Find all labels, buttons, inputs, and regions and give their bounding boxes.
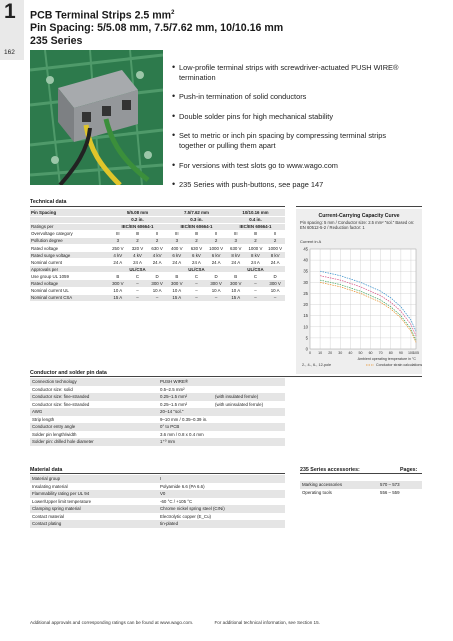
table-cell [30, 216, 108, 223]
table-cell: 2 [246, 237, 266, 244]
data-row [30, 438, 285, 446]
data-row [300, 481, 422, 489]
legend-ul: Conductor strain calculations [376, 363, 422, 367]
y-tick-label: 40 [303, 257, 308, 263]
data-value: 556 – 559 [380, 489, 400, 495]
section-rule [30, 206, 285, 207]
table-cell: 320 V [128, 244, 148, 251]
feature-item: • 235 Series with push-buttons, see page 147 [172, 180, 412, 190]
table-cell: 2 [187, 237, 207, 244]
table-cell: Rated surge voltage [30, 252, 108, 259]
data-label: Contact plating [32, 521, 62, 526]
table-cell: 1000 V [206, 244, 226, 251]
x-tick-label: 30 [338, 351, 343, 355]
table-cell: – [246, 294, 266, 301]
data-label: AWG [32, 409, 43, 414]
data-row [30, 416, 285, 424]
table-row [30, 266, 285, 273]
table-cell: 10 A [206, 287, 226, 294]
data-label: Conductor size: solid [32, 386, 73, 392]
table-cell: D [206, 273, 226, 280]
table-cell: 3 [167, 237, 187, 244]
data-row [30, 378, 285, 386]
table-row [30, 273, 285, 280]
data-label: Strip length [32, 416, 55, 422]
feature-item: • Low-profile terminal strips with screwdriver-actuated PUSH WIRE® termination [172, 63, 412, 82]
table-cell: 10 A [226, 287, 246, 294]
table-cell: Use group UL 1059 [30, 273, 108, 280]
data-value: PUSH WIRE® [160, 379, 189, 384]
conductor-data-label: Conductor and solder pin data [30, 370, 107, 376]
table-cell: 7.5/7.62 mm [167, 209, 226, 216]
table-cell: Pin Spacing [30, 209, 108, 216]
feature-list [172, 63, 412, 200]
data-row [30, 520, 285, 528]
data-label: Flammability rating per UL 94 [32, 491, 90, 496]
x-tick-label: 50 [358, 351, 363, 355]
table-cell: C [187, 273, 207, 280]
data-value: Electrolytic copper (E_Cu) [160, 513, 211, 519]
table-cell: II [265, 230, 285, 237]
section-rule [30, 376, 422, 377]
data-value: 570 – 573 [380, 482, 400, 487]
current-capacity-chart [296, 209, 422, 374]
table-cell: Approvals per [30, 266, 108, 273]
table-cell: 8 kV [265, 252, 285, 259]
page-number: 162 [4, 49, 15, 56]
table-cell: 24 A [128, 259, 148, 266]
table-cell: Nominal current [30, 259, 108, 266]
table-cell: 630 V [187, 244, 207, 251]
table-cell: Nominal current UL [30, 287, 108, 294]
table-cell: – [147, 294, 167, 301]
y-tick-label: 0 [305, 346, 308, 352]
table-cell: Nominal current CSA [30, 294, 108, 301]
technical-data-table [30, 209, 285, 302]
data-label: Solder pin: drilled hole diameter [32, 439, 94, 444]
title-superscript: 2 [171, 10, 175, 16]
x-tick-label: 105 [413, 351, 419, 355]
y-axis-label: Current in A [300, 239, 322, 244]
table-row [30, 223, 285, 230]
table-cell: 24 A [147, 259, 167, 266]
table-cell: B [108, 273, 128, 280]
table-cell: 24 A [206, 259, 226, 266]
footer-note-technical: For additional technical information, see Section 15. [214, 620, 320, 625]
x-axis-label: Ambient operating temperature in °C [357, 357, 416, 361]
feature-item: • Push-in termination of solid conductors [172, 92, 412, 102]
data-label: Material group [32, 476, 61, 481]
chart-subtitle: Pin spacing: 5 mm / Conductor size: 2.5 mm² "sol." Based on: EN 60512-5-2 / Reduction factor: 1 [300, 220, 415, 230]
title-line-2: Pin Spacing: 5/5.08 mm, 7.5/7.62 mm, 10/10.16 mm [30, 22, 284, 35]
table-row [30, 230, 285, 237]
data-row [300, 489, 422, 497]
table-cell: 400 V [167, 244, 187, 251]
technical-data-label: Technical data [30, 199, 67, 205]
y-tick-label: 25 [303, 290, 308, 296]
section-rule [296, 206, 422, 207]
conductor-data-list [30, 378, 285, 446]
x-tick-label: 100 [407, 351, 414, 355]
table-cell: 4 kV [128, 252, 148, 259]
section-rule [30, 473, 285, 474]
table-cell: 10 A [265, 287, 285, 294]
data-row [30, 386, 285, 394]
x-tick-label: 70 [378, 351, 383, 355]
title-line-3: 235 Series [30, 34, 83, 47]
table-header-row [30, 216, 285, 223]
table-cell: B [167, 273, 187, 280]
table-cell: – [246, 280, 266, 287]
table-cell: III [187, 230, 207, 237]
table-cell: 300 V [206, 280, 226, 287]
table-cell: 0.4 in. [226, 216, 285, 223]
x-tick-label: 40 [348, 351, 353, 355]
table-cell: 24 A [246, 259, 266, 266]
table-row [30, 244, 285, 251]
table-header-row [30, 209, 285, 216]
product-photo [30, 50, 163, 185]
table-cell: 8 kV [226, 252, 246, 259]
data-label: Insulating material [32, 483, 68, 489]
table-row [30, 252, 285, 259]
accessories-label: 235 Series accessories: [300, 467, 360, 473]
table-row [30, 294, 285, 301]
chapter-number: 1 [4, 0, 16, 23]
pages-label: Pages: [400, 467, 418, 473]
table-cell: IEC/EN 60664-1 [167, 223, 226, 230]
data-value: 1⁺⁰ mm [160, 439, 176, 444]
page-title [30, 7, 283, 47]
data-value: 0.5–2.5 mm² [160, 386, 185, 392]
table-cell: 300 V [226, 280, 246, 287]
table-cell: 300 V [167, 280, 187, 287]
data-row [30, 513, 285, 521]
table-cell: D [265, 273, 285, 280]
table-cell: 2 [206, 237, 226, 244]
material-data-list [30, 475, 285, 528]
table-row [30, 280, 285, 287]
data-value: 3.6 mm / 0.8 x 0.4 mm [160, 431, 204, 437]
x-tick-label: 20 [328, 351, 333, 355]
table-cell: 5/5.08 mm [108, 209, 167, 216]
product-photo-illustration [30, 50, 163, 185]
table-cell: 10/10.16 mm [226, 209, 285, 216]
data-row [30, 401, 285, 409]
table-cell: 6 kV [206, 252, 226, 259]
plot-area [310, 249, 416, 349]
table-cell: 630 V [226, 244, 246, 251]
table-cell: 15 A [108, 294, 128, 301]
table-cell: 15 A [167, 294, 187, 301]
table-cell: III [226, 230, 246, 237]
table-cell: B [226, 273, 246, 280]
data-note: (with insulated ferrule) [215, 394, 259, 399]
data-row [30, 490, 285, 498]
table-cell: 24 A [226, 259, 246, 266]
section-rule [300, 473, 422, 474]
table-cell: Rated voltage [30, 280, 108, 287]
accessories-list [300, 481, 422, 496]
table-cell: Rated voltage [30, 244, 108, 251]
table-cell: II [206, 230, 226, 237]
table-cell: 630 V [147, 244, 167, 251]
y-tick-label: 35 [303, 268, 308, 274]
data-value: tin-plated [160, 521, 179, 526]
data-value: 0.25–1.5 mm² [160, 401, 188, 407]
data-value: V0 [160, 491, 166, 496]
table-cell: UL/CSA [167, 266, 226, 273]
table-cell: 1000 V [265, 244, 285, 251]
title-line-1: PCB Terminal Strips 2.5 mm [30, 9, 172, 22]
data-value: 0.25–1.5 mm² [160, 394, 188, 399]
table-cell: UL/CSA [108, 266, 167, 273]
technical-data-rows [30, 223, 285, 301]
table-cell: – [187, 294, 207, 301]
data-value: -60 °C / +105 °C [160, 498, 193, 504]
table-cell: IEC/EN 60664-1 [226, 223, 285, 230]
data-label: Clamping spring material [32, 506, 81, 511]
footer [30, 620, 340, 625]
data-row [30, 431, 285, 439]
y-tick-label: 45 [303, 246, 308, 252]
feature-item: • Set to metric or inch pin spacing by compressing terminal strips together or pulling them apart [172, 131, 412, 150]
material-data-label: Material data [30, 467, 63, 473]
data-row [30, 505, 285, 513]
table-cell: III [128, 230, 148, 237]
y-tick-label: 30 [303, 279, 308, 285]
table-cell: III [167, 230, 187, 237]
y-tick-label: 15 [303, 313, 308, 319]
data-row [30, 483, 285, 491]
data-value: 9–10 mm / 0.35–0.39 in. [160, 416, 208, 422]
data-label: Conductor entry angle [32, 424, 76, 429]
table-cell: 300 V [108, 280, 128, 287]
data-label: Marking accessories [302, 482, 343, 487]
data-value: 0° to PCB [160, 424, 180, 429]
table-cell: 4 kV [147, 252, 167, 259]
table-cell: Overvoltage category [30, 230, 108, 237]
table-cell: 300 V [265, 280, 285, 287]
table-cell: II [147, 230, 167, 237]
table-cell: 8 kV [246, 252, 266, 259]
table-cell: 2 [128, 237, 148, 244]
table-cell: 24 A [167, 259, 187, 266]
legend-poles: 2-, 4-, 6-, 12-pole [302, 363, 332, 367]
table-row [30, 287, 285, 294]
table-cell: Pollution degree [30, 237, 108, 244]
x-tick-label: 90 [398, 351, 403, 355]
data-value: Chrome nickel spring steel (CrNi) [160, 506, 225, 511]
table-cell: – [187, 280, 207, 287]
table-cell: 250 V [108, 244, 128, 251]
table-cell: – [128, 294, 148, 301]
table-cell: 10 A [108, 287, 128, 294]
table-cell: III [108, 230, 128, 237]
data-value: Polyamide 6.6 (PA 6.6) [160, 483, 205, 489]
table-cell: 0.2 in. [108, 216, 167, 223]
data-label: Operating tools [302, 489, 332, 495]
table-cell: IEC/EN 60664-1 [108, 223, 167, 230]
y-tick-label: 20 [303, 302, 308, 308]
table-cell: C [246, 273, 266, 280]
table-cell: 0.3 in. [167, 216, 226, 223]
table-cell: – [246, 287, 266, 294]
table-cell: 3 [108, 237, 128, 244]
data-label: Connection technology [32, 379, 77, 384]
table-cell: 2 [147, 237, 167, 244]
y-tick-label: 5 [305, 335, 308, 341]
feature-item: • Double solder pins for high mechanical stability [172, 112, 412, 122]
data-label: Conductor size: fine-stranded [32, 401, 90, 407]
table-cell: 1000 V [246, 244, 266, 251]
table-cell: UL/CSA [226, 266, 285, 273]
data-note: (with uninsulated ferrule) [215, 401, 264, 407]
table-cell: C [128, 273, 148, 280]
table-cell: D [147, 273, 167, 280]
chart-panel [296, 209, 422, 374]
data-label: Lower/Upper limit temperature [32, 498, 92, 504]
table-cell: – [206, 294, 226, 301]
data-row [30, 498, 285, 506]
table-cell: 24 A [187, 259, 207, 266]
table-cell: III [246, 230, 266, 237]
feature-item: • For versions with test slots go to www.wago.com [172, 161, 412, 171]
data-label: Contact material [32, 513, 64, 519]
table-cell: – [128, 280, 148, 287]
table-cell: Ratings per [30, 223, 108, 230]
table-cell: 15 A [226, 294, 246, 301]
data-value: I [160, 476, 162, 481]
y-tick-label: 10 [303, 324, 308, 330]
data-label: Conductor size: fine-stranded [32, 394, 90, 399]
table-cell: 2 [265, 237, 285, 244]
data-row [30, 408, 285, 416]
x-tick-label: 60 [368, 351, 373, 355]
chart-title: Current-Carrying Capacity Curve [318, 213, 400, 219]
data-row [30, 393, 285, 401]
table-cell: 300 V [147, 280, 167, 287]
table-cell: 10 A [167, 287, 187, 294]
table-row [30, 237, 285, 244]
table-cell: 4 kV [108, 252, 128, 259]
x-tick-label: 0 [309, 351, 311, 355]
table-cell: 6 kV [167, 252, 187, 259]
x-tick-label: 80 [388, 351, 393, 355]
data-value: 20–14 "sol." [160, 409, 184, 414]
data-row [30, 475, 285, 483]
table-cell: 24 A [108, 259, 128, 266]
table-cell: 3 [226, 237, 246, 244]
table-cell: – [187, 287, 207, 294]
table-cell: – [128, 287, 148, 294]
data-label: Solder pin length/width [32, 431, 77, 437]
table-cell: 6 kV [187, 252, 207, 259]
table-row [30, 259, 285, 266]
table-cell: 24 A [265, 259, 285, 266]
data-row [30, 423, 285, 431]
footer-note-approvals: Additional approvals and corresponding ratings can be found at www.wago.com. [30, 620, 194, 625]
table-cell: – [265, 294, 285, 301]
table-cell: 10 A [147, 287, 167, 294]
x-tick-label: 10 [318, 351, 323, 355]
